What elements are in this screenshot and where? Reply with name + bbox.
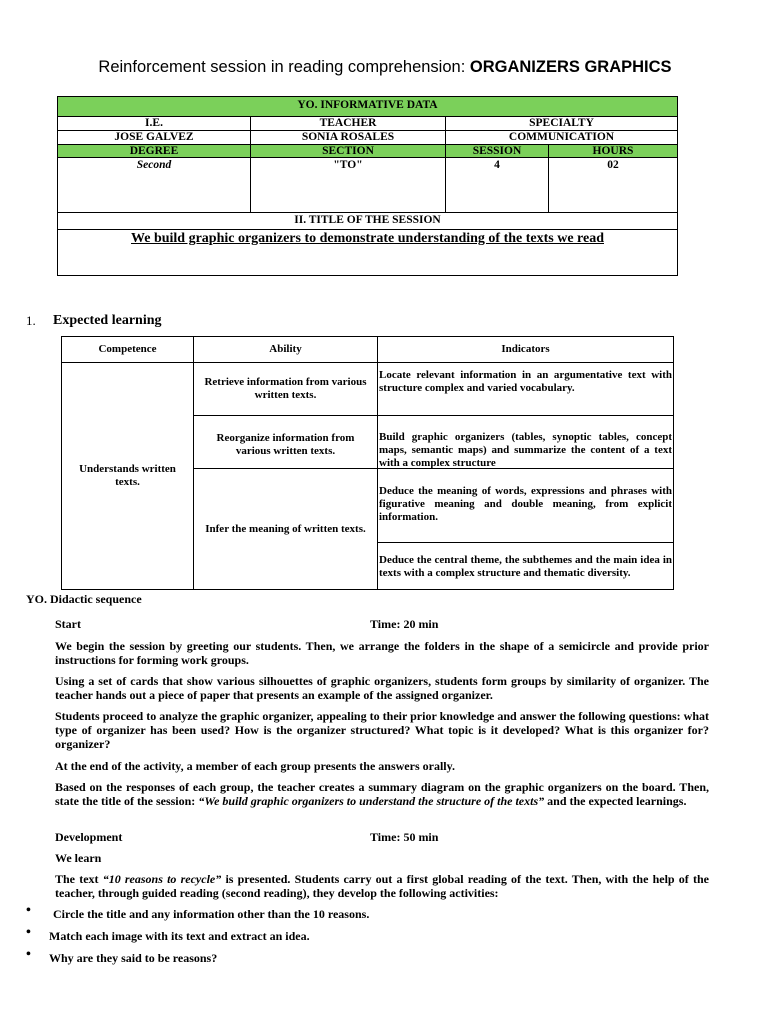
value-hours: 02 [548, 158, 677, 212]
indicator-cell: Deduce the central theme, the subthemes and the main idea in texts with a complex structure and thematic diversity. [377, 543, 673, 589]
value-section: "TO" [250, 158, 445, 212]
info-labels-row-2 [58, 144, 677, 157]
indicator-cell: Locate relevant information in an argumentative text with structure complex and varied vocabulary. [377, 363, 673, 416]
quoted-text-title: “10 reasons to recycle” [102, 872, 222, 886]
expected-learning-heading: Expected learning [53, 313, 162, 328]
paragraph: Students proceed to analyze the graphic organizer, appealing to their prior knowledge and answer the following questions: what type of organizer has been used? How is the organizer structured? What topic is it developed? What is this organizer for? organizer? [55, 709, 709, 751]
document-title [60, 58, 710, 77]
bullet-icon: • [26, 925, 31, 940]
label-hours: HOURS [548, 145, 677, 157]
competence-cell: Understands written texts. [79, 463, 176, 488]
quoted-title: “We build graphic organizers to understand the structure of the texts” [198, 794, 545, 808]
value-specialty: COMMUNICATION [445, 131, 677, 144]
header-ability: Ability [193, 337, 377, 363]
info-heading-row [58, 97, 677, 116]
info-values-row-1 [58, 130, 677, 144]
development-time: Time: 50 min [370, 830, 439, 844]
paragraph: At the end of the activity, a member of each group presents the answers orally. [55, 759, 455, 773]
ability-cell: Infer the meaning of written texts. [193, 469, 377, 589]
value-ie: JOSE GALVEZ [114, 131, 194, 143]
paragraph-text: Based on the responses of each group, the teacher creates a summary diagram on the graphic organizers on the board. Then, state the title of the session: [55, 780, 709, 808]
session-title: We build graphic organizers to demonstrate understanding of the texts we read [131, 231, 604, 246]
paragraph-session-title [55, 780, 709, 808]
start-label: Start [55, 617, 81, 631]
paragraph-text: and the expected learnings. [544, 794, 687, 808]
indicator-cell: Deduce the meaning of words, expressions and phrases with figurative meaning and double meaning, from explicit information. [377, 469, 673, 543]
title-bold-text: ORGANIZERS GRAPHICS [469, 58, 672, 76]
expected-learning-number: 1. [26, 313, 36, 328]
info-heading: YO. INFORMATIVE DATA [297, 99, 438, 111]
value-session: 4 [445, 158, 548, 212]
informative-data-table [57, 96, 678, 276]
header-indicators: Indicators [377, 337, 673, 363]
session-title-heading: II. TITLE OF THE SESSION [294, 214, 441, 226]
bullet-item: Circle the title and any information other than the 10 reasons. [53, 907, 370, 921]
we-learn-label: We learn [55, 851, 102, 865]
header-competence: Competence [62, 337, 193, 363]
value-teacher: SONIA ROSALES [250, 131, 445, 144]
label-ie: I.E. [145, 117, 163, 129]
start-time: Time: 20 min [370, 617, 439, 631]
info-labels-row-1 [58, 116, 677, 130]
bullet-icon: • [26, 947, 31, 962]
development-label: Development [55, 830, 123, 844]
label-section: SECTION [250, 145, 445, 157]
label-degree: DEGREE [129, 145, 179, 157]
paragraph: Using a set of cards that show various silhouettes of graphic organizers, students form groups by similarity of organizer. The teacher hands out a piece of paper that presents an example of the assigned organizer. [55, 674, 709, 702]
bullet-item: Match each image with its text and extract an idea. [49, 929, 310, 943]
paragraph-recycle [55, 872, 709, 900]
label-teacher: TEACHER [250, 117, 445, 130]
info-values-row-2 [58, 157, 677, 212]
title-text: Reinforcement session in reading comprehension: [98, 58, 470, 76]
value-degree: Second [136, 159, 172, 171]
didactic-sequence-heading: YO. Didactic sequence [26, 592, 142, 606]
expected-learning-table [61, 336, 674, 590]
label-specialty: SPECIALTY [445, 117, 677, 130]
ability-cell: Reorganize information from various written texts. [193, 416, 377, 469]
session-title-row [58, 229, 677, 275]
paragraph-text: is presented. Students carry out a first global reading of the text. Then, with the help of the teacher, through guided reading (second reading), they develop the following activities: [55, 872, 709, 900]
paragraph-text: The text [55, 872, 103, 886]
session-title-heading-row [58, 212, 677, 229]
paragraph: We begin the session by greeting our students. Then, we arrange the folders in the shape of a semicircle and provide prior instructions for forming work groups. [55, 639, 709, 667]
bullet-item: Why are they said to be reasons? [49, 951, 218, 965]
ability-cell: Retrieve information from various written texts. [193, 363, 377, 416]
bullet-icon: • [26, 903, 31, 918]
label-session: SESSION [445, 145, 548, 157]
indicator-cell: Build graphic organizers (tables, synoptic tables, concept maps, semantic maps) and summarize the content of a text with a complex structure [377, 416, 673, 469]
